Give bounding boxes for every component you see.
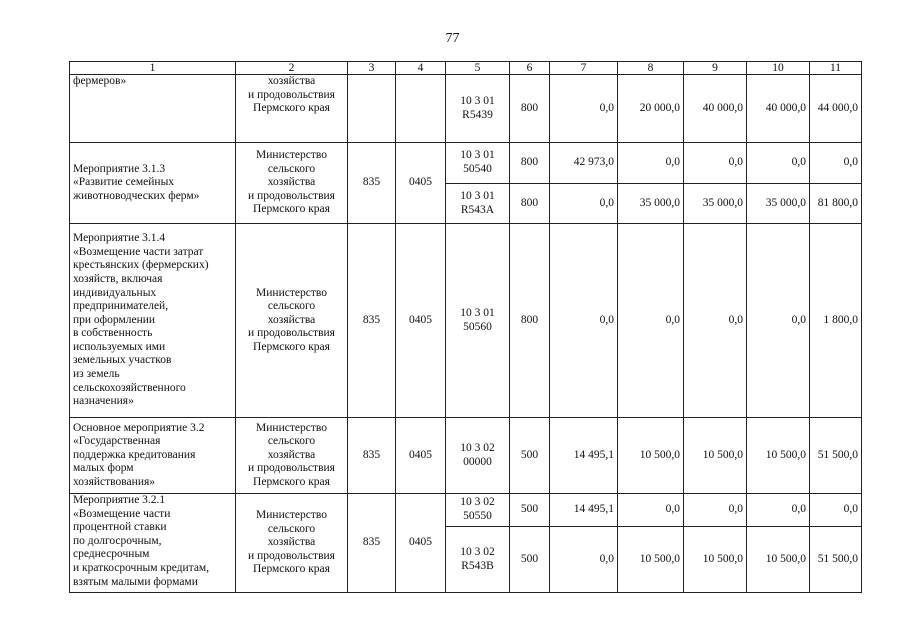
expense-type-cell: 800 [510, 75, 550, 143]
amount-cell: 44 000,0 [810, 75, 862, 143]
header-cell: 5 [446, 62, 510, 75]
amount-cell: 40 000,0 [684, 75, 747, 143]
amount-cell: 1 800,0 [810, 224, 862, 418]
section-code-cell [396, 75, 446, 143]
ministry-code-cell: 835 [348, 143, 396, 224]
ministry-code-cell: 835 [348, 494, 396, 593]
section-code-cell: 0405 [396, 224, 446, 418]
amount-cell: 0,0 [618, 143, 684, 184]
amount-cell: 14 495,1 [550, 494, 618, 527]
amount-cell: 10 500,0 [747, 527, 810, 593]
amount-cell: 42 973,0 [550, 143, 618, 184]
expense-type-cell: 500 [510, 418, 550, 494]
header-cell: 11 [810, 62, 862, 75]
activity-name-cell: фермеров» [70, 75, 236, 143]
amount-cell: 20 000,0 [618, 75, 684, 143]
amount-cell: 51 500,0 [810, 527, 862, 593]
expense-type-cell: 500 [510, 494, 550, 527]
responsible-cell: хозяйства и продовольствия Пермского края [236, 75, 348, 143]
amount-cell: 0,0 [618, 224, 684, 418]
target-code-cell: 10 3 01 50560 [446, 224, 510, 418]
header-cell: 4 [396, 62, 446, 75]
header-cell: 7 [550, 62, 618, 75]
header-cell: 9 [684, 62, 747, 75]
target-code-cell: 10 3 01 R5439 [446, 75, 510, 143]
responsible-cell: Министерство сельского хозяйства и продовольствия Пермского края [236, 143, 348, 224]
amount-cell: 35 000,0 [747, 184, 810, 224]
expense-type-cell: 800 [510, 184, 550, 224]
amount-cell: 0,0 [550, 75, 618, 143]
amount-cell: 0,0 [684, 494, 747, 527]
header-cell: 1 [70, 62, 236, 75]
amount-cell: 10 500,0 [618, 418, 684, 494]
amount-cell: 10 500,0 [684, 527, 747, 593]
budget-table [69, 61, 862, 593]
table-row [70, 224, 862, 418]
activity-name-cell: Мероприятие 3.1.3 «Развитие семейных животноводческих ферм» [70, 143, 236, 224]
ministry-code-cell [348, 75, 396, 143]
header-cell: 2 [236, 62, 348, 75]
amount-cell: 0,0 [810, 494, 862, 527]
expense-type-cell: 800 [510, 224, 550, 418]
table-row [70, 143, 862, 184]
amount-cell: 0,0 [684, 224, 747, 418]
amount-cell: 10 500,0 [747, 418, 810, 494]
activity-name-cell: Мероприятие 3.2.1 «Возмещение части процентной ставки по долгосрочным, среднесрочным и краткосрочным кредитам, взятым малыми формами [70, 494, 236, 593]
activity-name-cell: Мероприятие 3.1.4 «Возмещение части затрат крестьянских (фермерских) хозяйств, включая индивидуальных предпринимателей, при оформлении в собственность используемых ими земельных участков из земель сельскохозяйственного назначения» [70, 224, 236, 418]
amount-cell: 0,0 [550, 224, 618, 418]
target-code-cell: 10 3 02 50550 [446, 494, 510, 527]
amount-cell: 0,0 [550, 527, 618, 593]
amount-cell: 35 000,0 [618, 184, 684, 224]
ministry-code-cell: 835 [348, 224, 396, 418]
amount-cell: 0,0 [618, 494, 684, 527]
expense-type-cell: 800 [510, 143, 550, 184]
activity-name-cell: Основное мероприятие 3.2 «Государственная поддержка кредитования малых форм хозяйствования» [70, 418, 236, 494]
expense-type-cell: 500 [510, 527, 550, 593]
ministry-code-cell: 835 [348, 418, 396, 494]
amount-cell: 0,0 [810, 143, 862, 184]
amount-cell: 0,0 [747, 494, 810, 527]
responsible-cell: Министерство сельского хозяйства и продовольствия Пермского края [236, 418, 348, 494]
target-code-cell: 10 3 01 R543A [446, 184, 510, 224]
amount-cell: 10 500,0 [618, 527, 684, 593]
table-header-row [70, 62, 862, 75]
header-cell: 10 [747, 62, 810, 75]
header-cell: 3 [348, 62, 396, 75]
amount-cell: 81 800,0 [810, 184, 862, 224]
responsible-cell: Министерство сельского хозяйства и продовольствия Пермского края [236, 224, 348, 418]
amount-cell: 14 495,1 [550, 418, 618, 494]
amount-cell: 0,0 [684, 143, 747, 184]
target-code-cell: 10 3 02 R543B [446, 527, 510, 593]
amount-cell: 10 500,0 [684, 418, 747, 494]
amount-cell: 35 000,0 [684, 184, 747, 224]
table-row [70, 494, 862, 527]
header-cell: 6 [510, 62, 550, 75]
page-number: 77 [445, 31, 460, 46]
section-code-cell: 0405 [396, 143, 446, 224]
table-row [70, 75, 862, 143]
target-code-cell: 10 3 01 50540 [446, 143, 510, 184]
amount-cell: 0,0 [550, 184, 618, 224]
amount-cell: 0,0 [747, 224, 810, 418]
amount-cell: 51 500,0 [810, 418, 862, 494]
target-code-cell: 10 3 02 00000 [446, 418, 510, 494]
header-cell: 8 [618, 62, 684, 75]
responsible-cell: Министерство сельского хозяйства и продовольствия Пермского края [236, 494, 348, 593]
amount-cell: 40 000,0 [747, 75, 810, 143]
amount-cell: 0,0 [747, 143, 810, 184]
section-code-cell: 0405 [396, 494, 446, 593]
section-code-cell: 0405 [396, 418, 446, 494]
table-row [70, 418, 862, 494]
